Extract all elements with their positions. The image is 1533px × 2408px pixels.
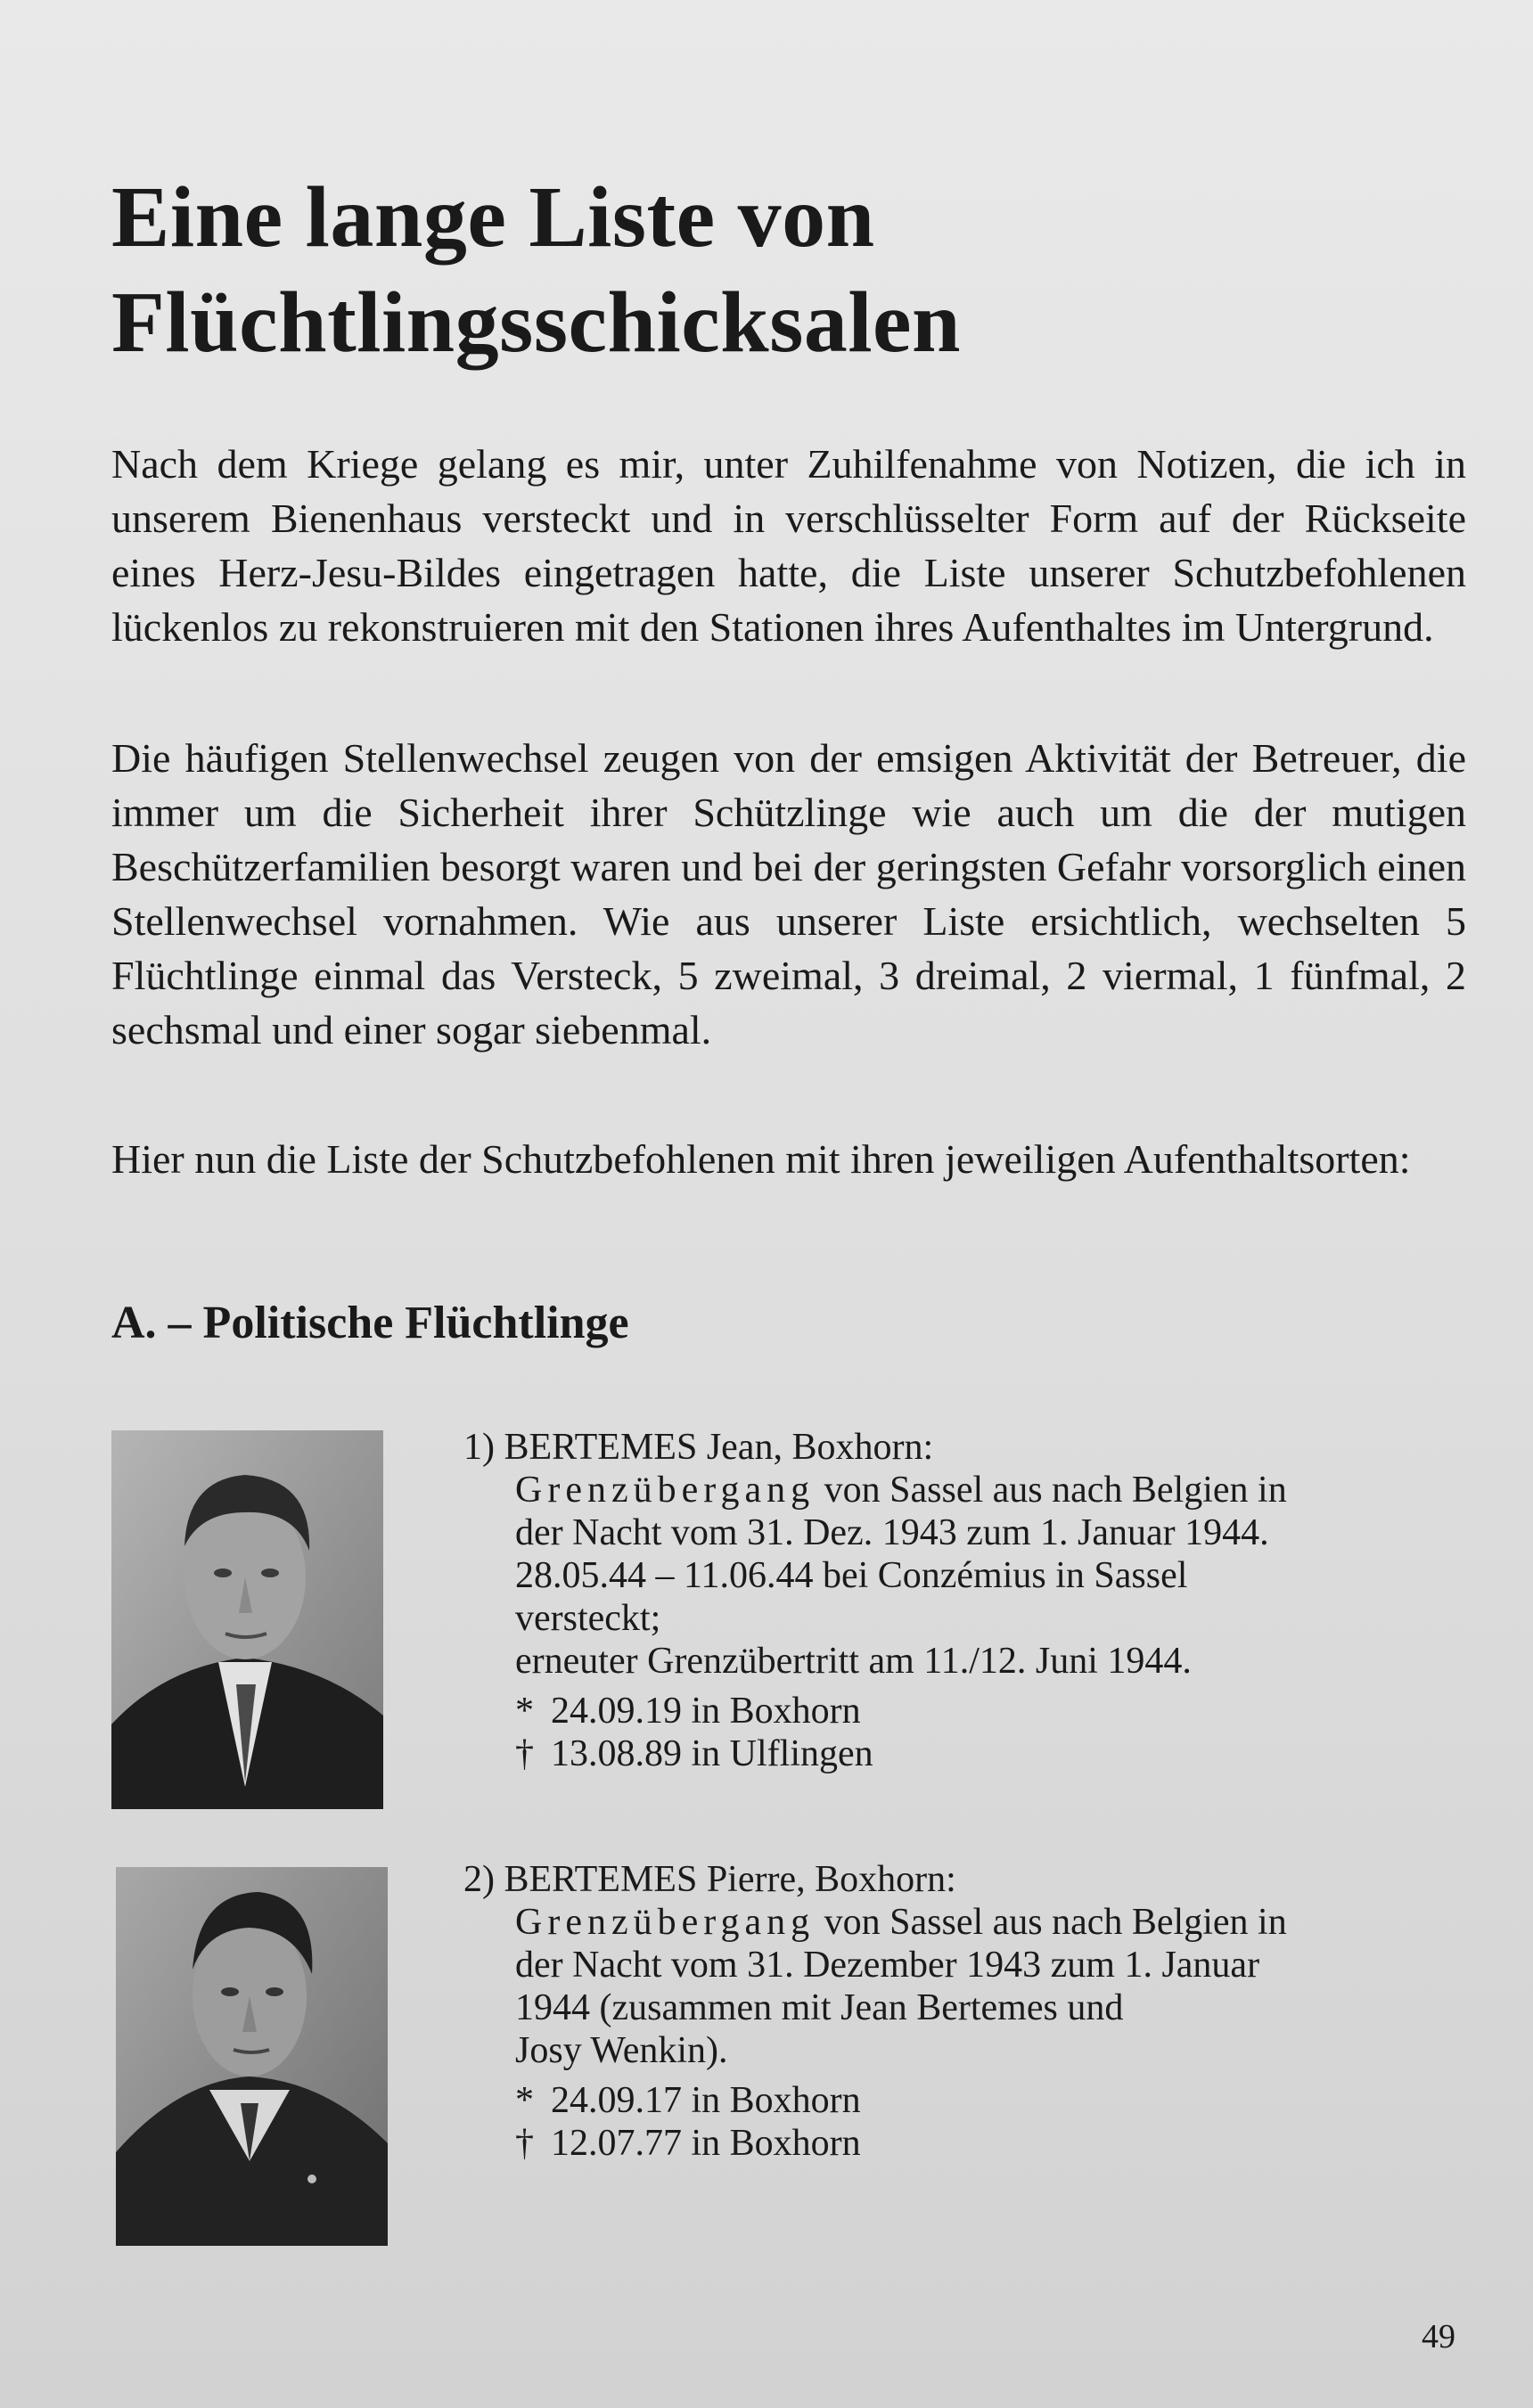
entry-line: 28.05.44 – 11.06.44 bei Conzémius in Sassel [515,1555,1188,1596]
entry-line: Josy Wenkin). [515,2030,728,2071]
entry-line: 1944 (zusammen mit Jean Bertemes und [515,1987,1124,2028]
portrait-photo-pierre [116,1867,388,2246]
birth-symbol: * [515,2080,534,2121]
page-title [111,165,1359,375]
entry-text: von Sassel aus nach Belgien in [815,1902,1287,1943]
entry-line: erneuter Grenzübertritt am 11./12. Juni 1944. [515,1641,1192,1682]
entry-text: von Sassel aus nach Belgien in [815,1470,1287,1511]
refugee-entry-2 [463,1858,1488,2165]
birth-text: 24.09.19 in Boxhorn [551,1691,861,1732]
entry-heading: 1) BERTEMES Jean, Boxhorn: [463,1427,934,1468]
spaced-word: Grenzübergang [515,1902,816,1943]
page-number: 49 [1422,2318,1455,2355]
entry-heading: 2) BERTEMES Pierre, Boxhorn: [463,1859,956,1900]
birth-text: 24.09.17 in Boxhorn [551,2080,861,2121]
relocation-paragraph: Die häufigen Stellenwechsel zeugen von der emsigen Aktivität der Betreuer, die immer um die Sicherheit ihrer Schützlinge wie auch um die der mutigen Beschützerfamilien besorgt waren und bei der geringsten Gefahr vorsorglich einen Stellenwechsel vornahmen. Wie aus unserer Liste ersichtlich, wechselten 5 Flüchtlinge einmal das Versteck, 5 zweimal, 3 dreimal, 2 viermal, 1 fünfmal, 2 sechsmal und einer sogar siebenmal. [111,735,1466,1052]
life-dates [463,2079,1488,2165]
birth-row [515,2079,1488,2122]
entry-line: der Nacht vom 31. Dez. 1943 zum 1. Januar 1944. [515,1512,1269,1553]
intro-paragraph: Nach dem Kriege gelang es mir, unter Zuhilfenahme von Notizen, die ich in unserem Bienenhaus versteckt und in verschlüsselter Form auf der Rückseite eines Herz-Jesu-Bildes eingetragen hatte, die Liste unserer Schutzbefohlenen lückenlos zu rekonstruieren mit den Stationen ihres Aufenthaltes im Untergrund. [111,441,1466,650]
life-dates [463,1690,1488,1775]
portrait-photo-jean [111,1430,383,1809]
birth-row [515,1690,1488,1732]
spaced-word: Grenzübergang [515,1470,816,1511]
cross-icon: † [515,2123,534,2164]
cross-icon: † [515,1733,534,1774]
title-line-1: Eine lange Liste von [111,169,875,266]
death-text: 12.07.77 in Boxhorn [551,2123,861,2164]
death-text: 13.08.89 in Ulflingen [551,1733,873,1774]
section-heading: A. – Politische Flüchtlinge [111,1298,629,1348]
entry-line: versteckt; [515,1598,661,1639]
death-row [515,2122,1488,2165]
birth-symbol: * [515,1691,534,1732]
refugee-entry-1 [463,1426,1488,1775]
list-intro-paragraph: Hier nun die Liste der Schutzbefohlenen mit ihren jeweiligen Aufenthaltsorten: [111,1136,1411,1182]
entry-line [463,1469,1488,1511]
entry-line: der Nacht vom 31. Dezember 1943 zum 1. Januar [515,1945,1260,1986]
death-row [515,1732,1488,1775]
entry-line [463,1901,1488,1944]
title-line-2: Flüchtlingsschicksalen [111,274,962,371]
